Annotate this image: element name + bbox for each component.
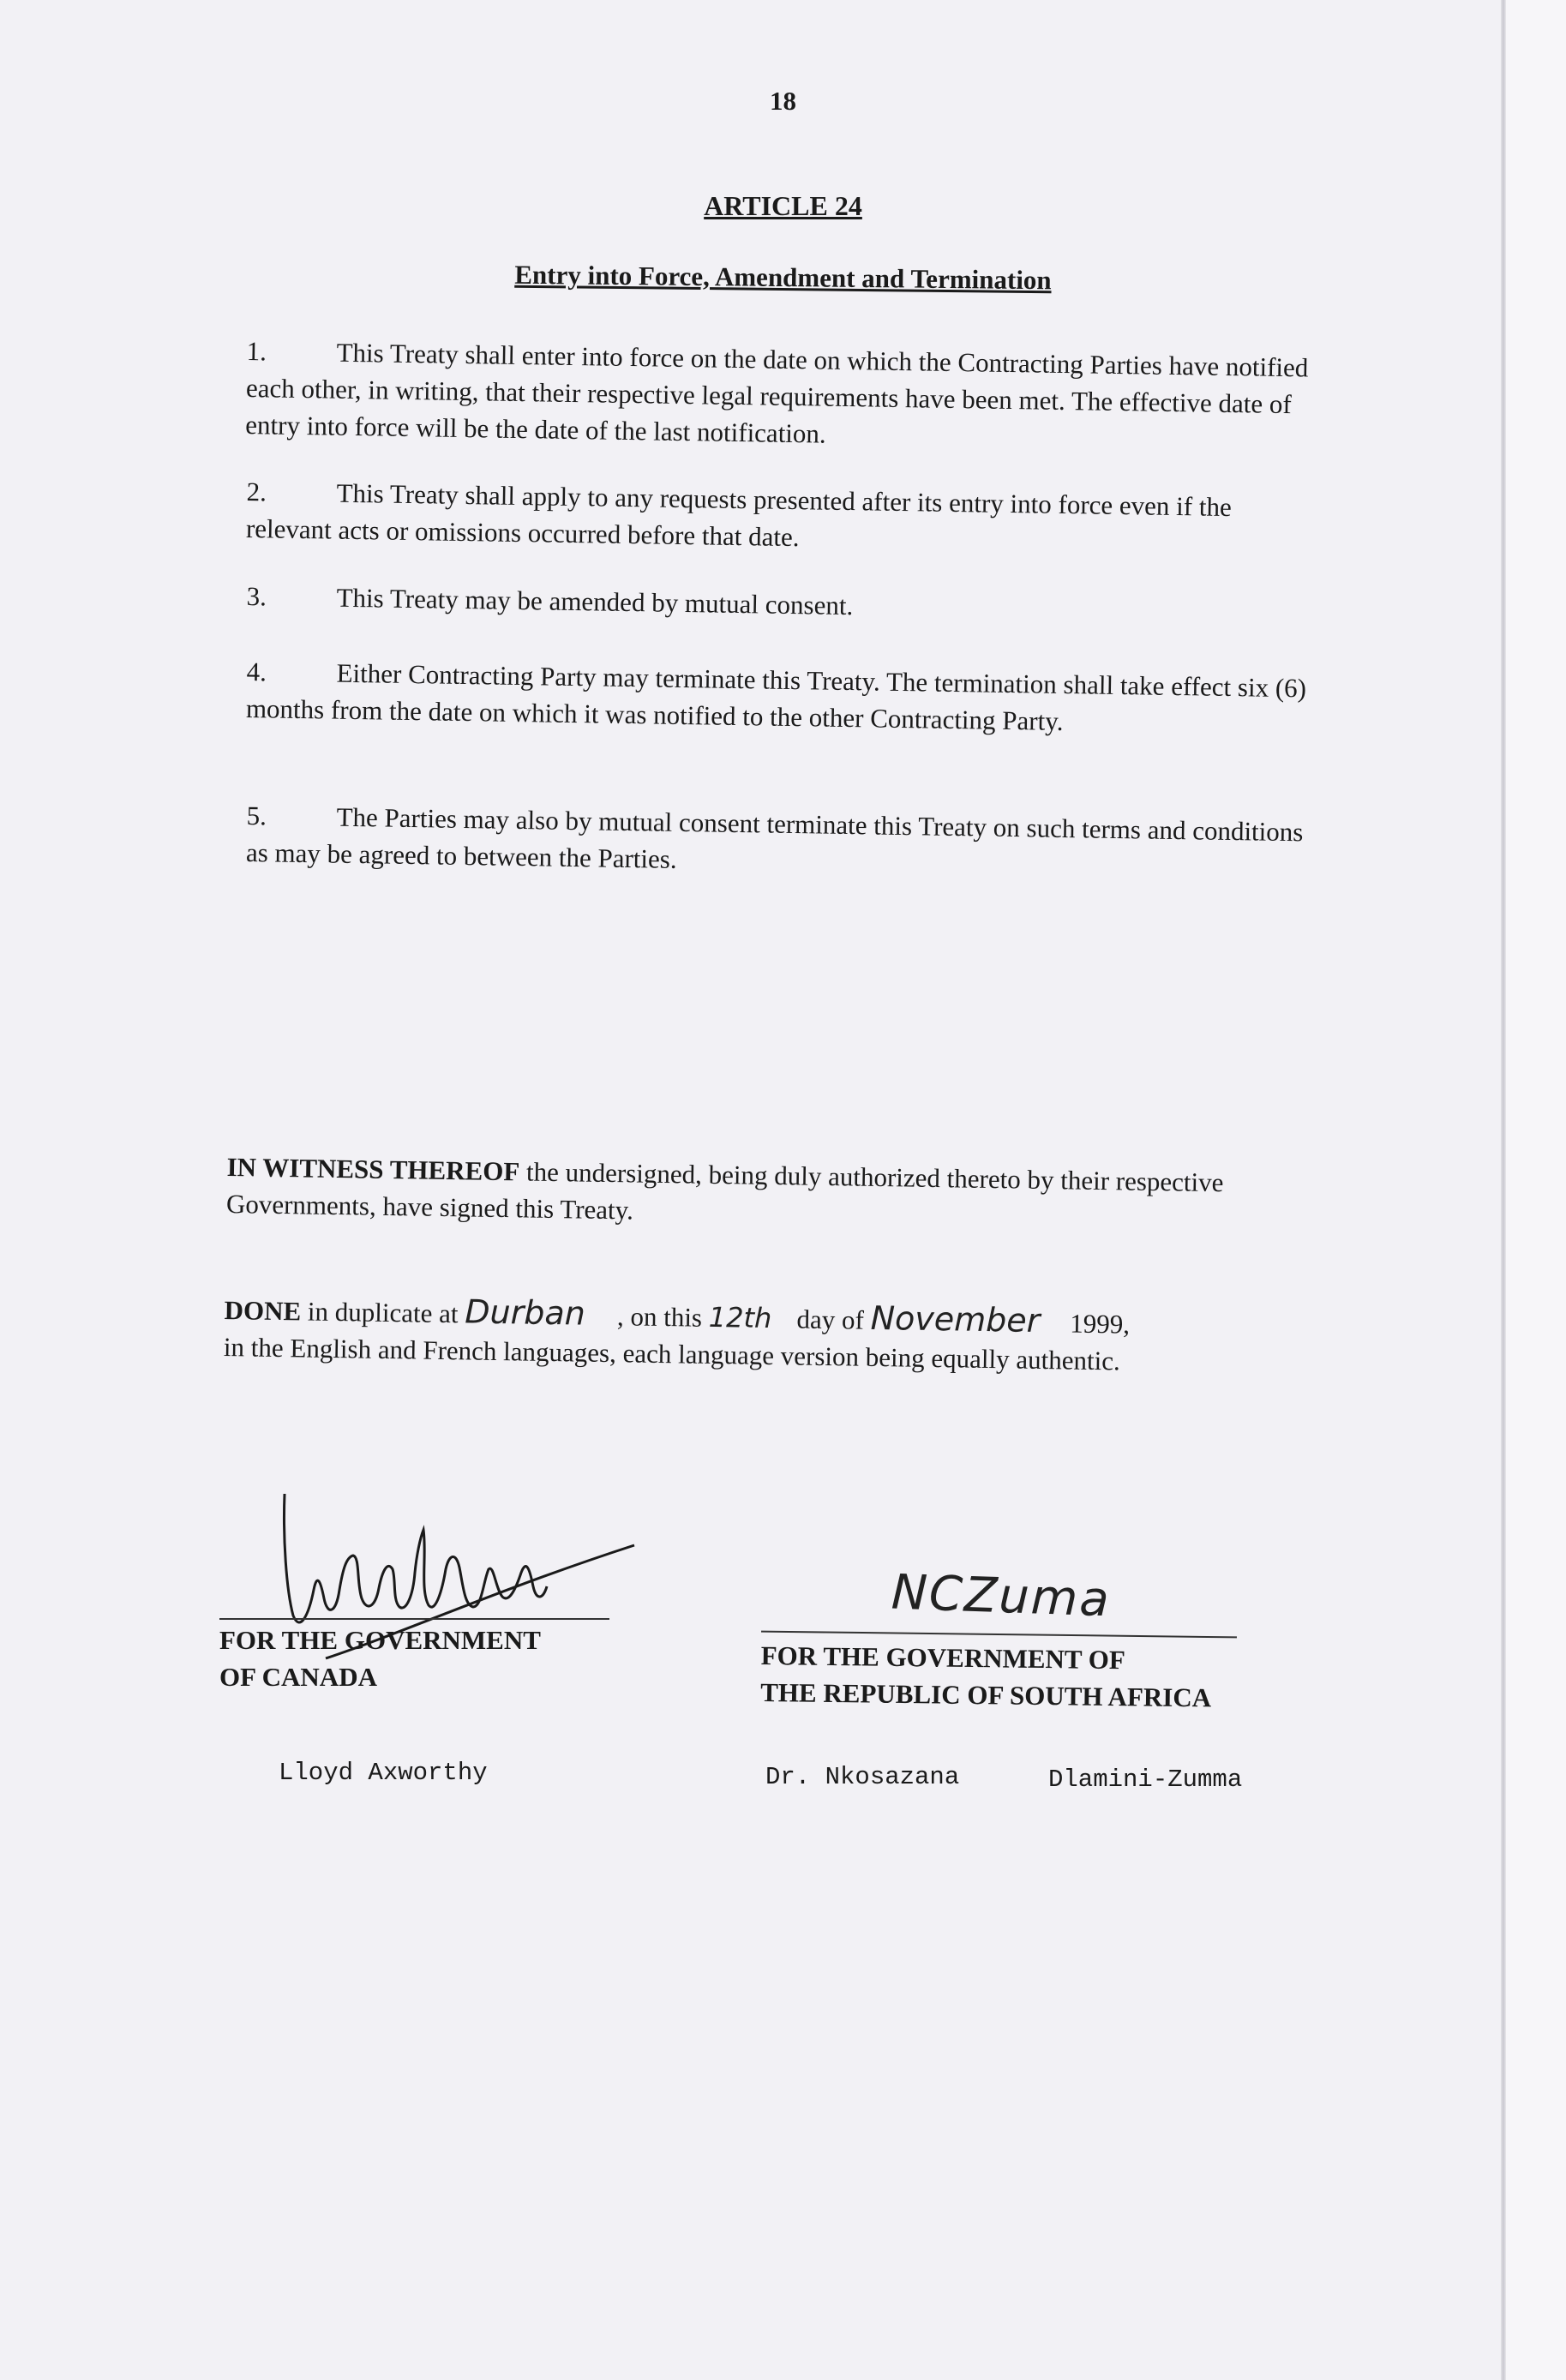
done-text-3: day of [789, 1304, 871, 1335]
done-lead: DONE [224, 1294, 302, 1327]
article-title: ARTICLE 24 [704, 190, 862, 221]
paragraph-text: Either Contracting Party may terminate this Treaty. The termination shall take effect six (6) months from the date on which it was notified to the other Contracting Party. [245, 657, 1307, 736]
paragraph-4 [246, 653, 1314, 744]
done-text-line2: in the English and French languages, each language version being equally authentic. [223, 1331, 1121, 1376]
paragraph-number: 2. [246, 476, 267, 507]
done-text-4: 1999, [1063, 1308, 1131, 1340]
page-fold-shadow [1501, 0, 1506, 2380]
south-africa-signatory-surname: Dlamini-Zumma [1048, 1766, 1243, 1794]
handwritten-month: November [870, 1298, 1041, 1340]
handwritten-day: 12th [708, 1300, 772, 1335]
page-number: 18 [770, 86, 796, 116]
witness-text: the undersigned, being duly authorized thereto by their respective Governments, have signed this Treaty. [225, 1156, 1224, 1226]
done-text-2: , on this [609, 1301, 710, 1333]
south-africa-government-line2: THE REPUBLIC OF SOUTH AFRICA [759, 1676, 1212, 1713]
paragraph-number: 4. [246, 656, 267, 687]
done-text-1: in duplicate at [300, 1296, 465, 1329]
paragraph-5 [246, 797, 1314, 888]
witness-lead: IN WITNESS THEREOF [226, 1151, 520, 1187]
paragraph-text: This Treaty shall apply to any requests presented after its entry into force even if the relevant acts or omissions occurred before that date. [245, 477, 1233, 553]
paragraph-number: 3. [246, 580, 267, 612]
south-africa-signatory-title-name: Dr. Nkosazana [765, 1763, 960, 1791]
article-subtitle: Entry into Force, Amendment and Termination [514, 259, 1052, 296]
paragraph-text: This Treaty shall enter into force on the date on which the Contracting Parties have notified each other, in writing, that their respective legal requirements have been met. The effective date of entry into force will be the date of the last notification. [245, 337, 1309, 449]
canada-government-label [219, 1622, 541, 1695]
witness-clause [226, 1148, 1341, 1239]
canada-signature-line [219, 1618, 609, 1620]
done-clause [224, 1290, 1339, 1382]
paragraph-3 [246, 578, 1314, 632]
adjacent-page-margin [1506, 0, 1566, 2380]
handwritten-place: Durban [464, 1292, 586, 1333]
south-africa-government-label [760, 1637, 1212, 1716]
canada-government-line2: OF CANADA [219, 1662, 377, 1692]
paragraph-2 [246, 473, 1314, 564]
paragraph-text: This Treaty may be amended by mutual consent. [336, 582, 854, 621]
south-africa-signature: NCZuma [890, 1564, 1112, 1628]
canada-signatory-name: Lloyd Axworthy [279, 1759, 488, 1787]
paragraph-number: 1. [246, 335, 267, 367]
south-africa-government-line1: FOR THE GOVERNMENT OF [760, 1640, 1126, 1676]
paragraph-text: The Parties may also by mutual consent terminate this Treaty on such terms and conditions as may be agreed to between the Parties. [245, 801, 1304, 874]
paragraph-1 [245, 333, 1314, 460]
paragraph-number: 5. [246, 800, 267, 831]
canada-government-line1: FOR THE GOVERNMENT [219, 1625, 541, 1655]
